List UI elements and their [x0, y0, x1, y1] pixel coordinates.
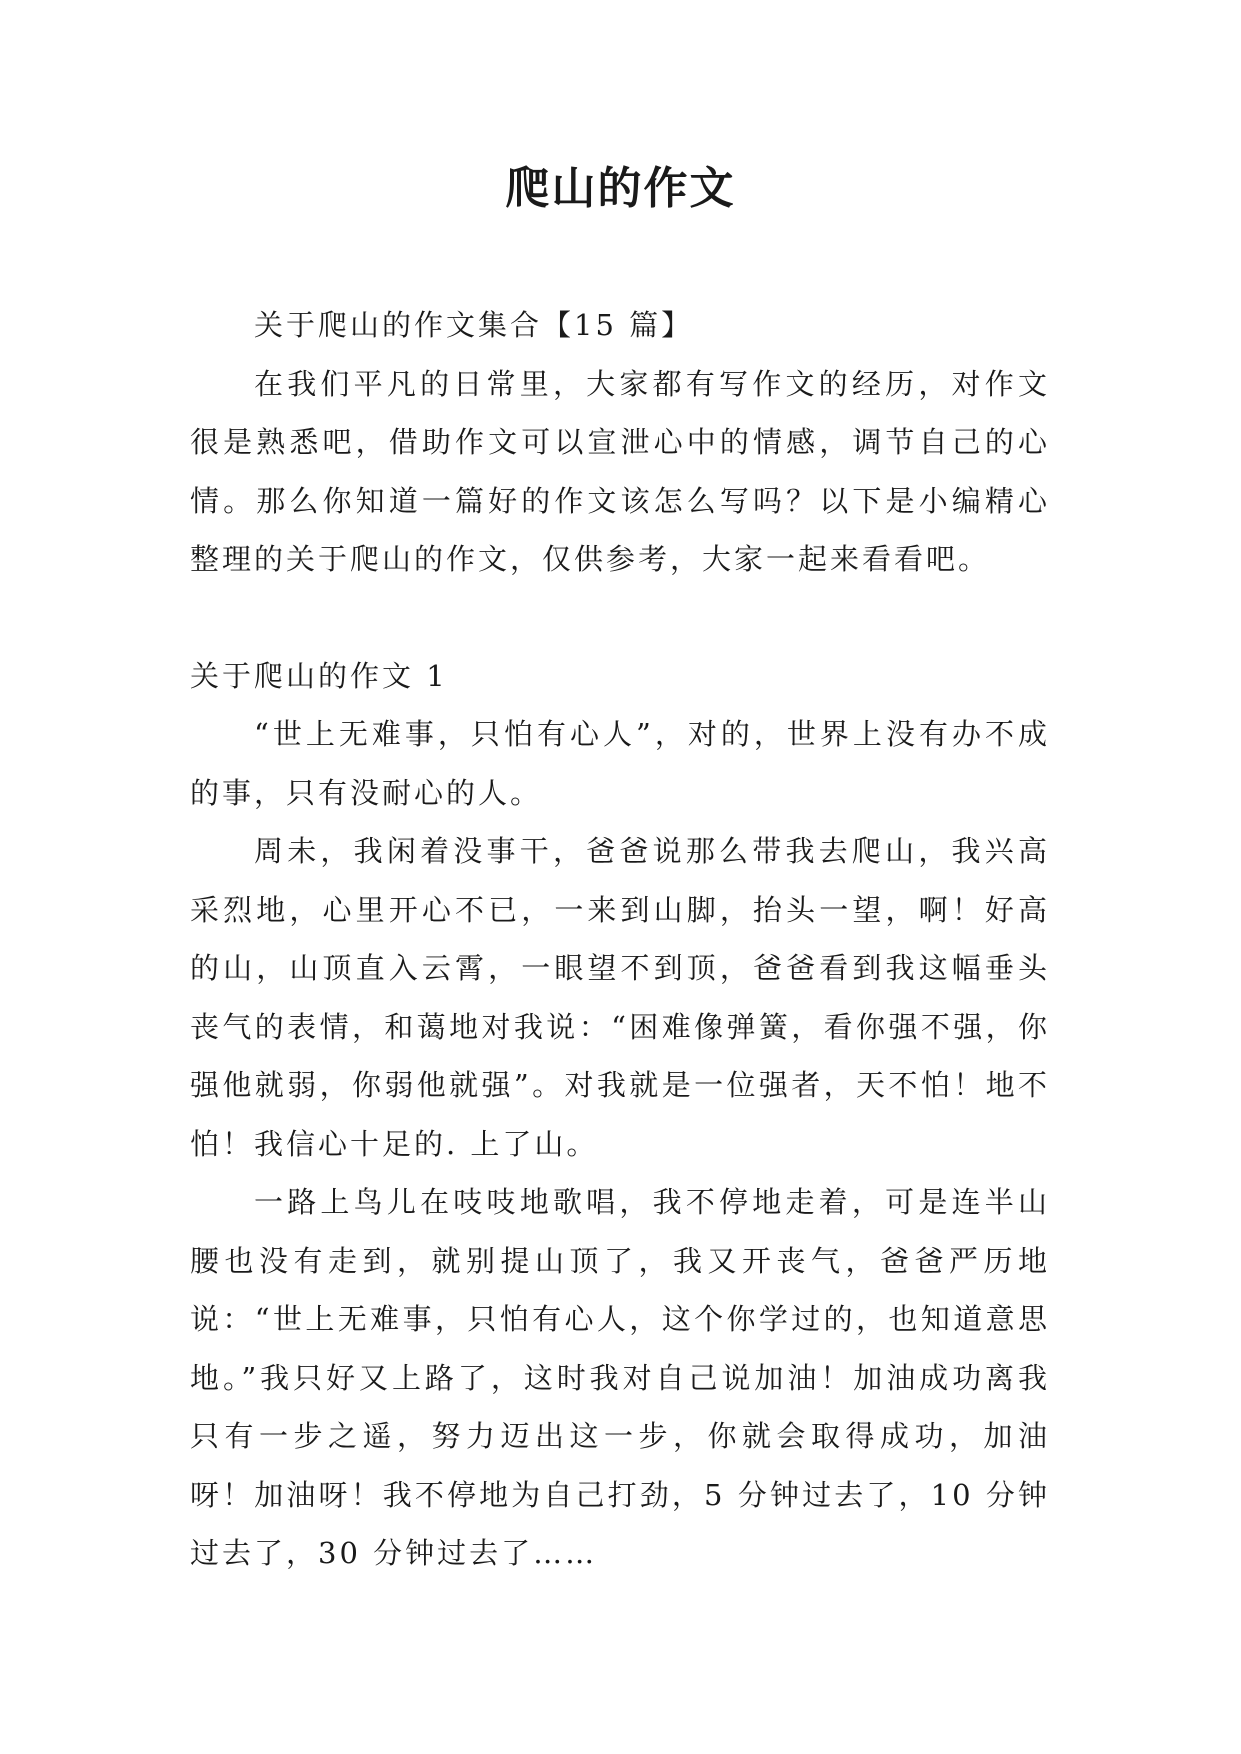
collection-subtitle: 关于爬山的作文集合【15 篇】 [254, 308, 694, 342]
page-title: 爬山的作文 [505, 163, 736, 214]
section-heading: 关于爬山的作文 1 [190, 658, 448, 693]
body-paragraph-2: 周未，我闲着没事干，爸爸说那么带我去爬山，我兴高采烈地，心里开心不已，一来到山脚，抬头一望，啊！好高的山，山顶直入云霄，一眼望不到顶，爸爸看到我这幅垂头丧气的表情，和蔼地对我说：“困难像弹簧，看你强不强，你强他就弱，你弱他就强”。对我就是一位强者，天不怕！地不怕！我信心十足的. 上了山。 [190, 834, 1050, 1161]
document-body [190, 296, 1050, 1583]
intro-paragraph: 在我们平凡的日常里，大家都有写作文的经历，对作文很是熟悉吧，借助作文可以宣泄心中的情感，调节自己的心情。那么你知道一篇好的作文该怎么写吗？以下是小编精心整理的关于爬山的作文，仅供参考，大家一起来看看吧。 [190, 366, 1050, 576]
body-paragraph-3: 一路上鸟儿在吱吱地歌唱，我不停地走着，可是连半山腰也没有走到，就别提山顶了，我又开丧气，爸爸严历地说：“世上无难事，只怕有心人，这个你学过的，也知道意思地。”我只好又上路了，这时我对自己说加油！加油成功离我只有一步之遥，努力迈出这一步，你就会取得成功，加油呀！加油呀！我不停地为自己打劲，5 分钟过去了，10 分钟过去了，30 分钟过去了…… [190, 1185, 1050, 1570]
body-paragraph-1: “世上无难事，只怕有心人”，对的，世界上没有办不成的事，只有没耐心的人。 [190, 717, 1050, 810]
